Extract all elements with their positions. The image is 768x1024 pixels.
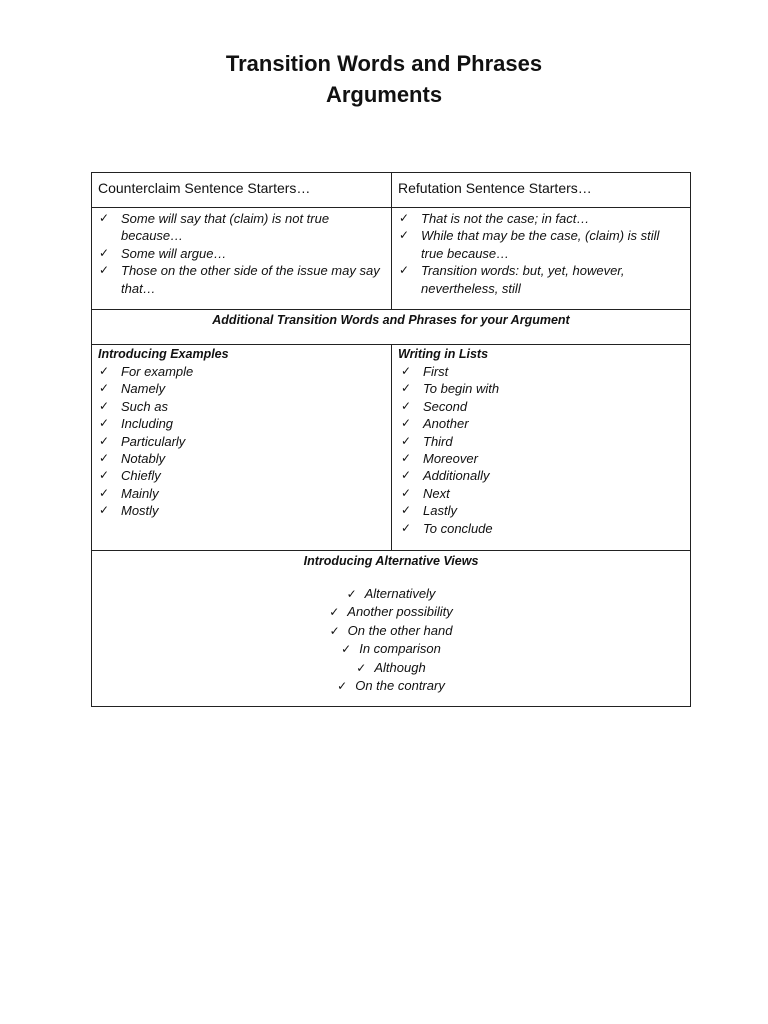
list-item: ✓ Such as xyxy=(99,398,168,414)
counterclaim-header: Counterclaim Sentence Starters… xyxy=(98,180,311,196)
checkmark-icon: ✓ xyxy=(401,416,412,431)
alternative-views-cell xyxy=(92,551,691,707)
list-item: ✓ Including xyxy=(99,416,174,432)
writing-in-lists-header: Writing in Lists xyxy=(398,347,489,361)
introducing-examples-cell xyxy=(92,345,392,551)
list-item: ✓ Particularly xyxy=(99,433,186,449)
page-title xyxy=(0,48,768,110)
list-item: ✓ Moreover xyxy=(401,451,478,467)
additional-heading-cell xyxy=(92,310,691,345)
title-line-2: Arguments xyxy=(325,82,443,107)
counterclaim-cell xyxy=(92,208,392,310)
checkmark-icon: ✓ xyxy=(401,485,412,500)
checkmark-icon: ✓ xyxy=(341,642,352,657)
checkmark-icon: ✓ xyxy=(99,364,110,378)
list-item: ✓ Those on the other side of the issue may say that… xyxy=(99,263,380,296)
checkmark-icon: ✓ xyxy=(401,398,412,413)
list-item: ✓ Additionally xyxy=(401,468,490,484)
checkmark-icon: ✓ xyxy=(401,364,412,378)
list-item: ✓ Transition words: but, yet, however, nevertheless, still xyxy=(399,263,625,296)
checkmark-icon: ✓ xyxy=(99,468,110,483)
checkmark-icon: ✓ xyxy=(401,503,412,518)
counterclaim-list xyxy=(92,208,391,297)
checkmark-icon: ✓ xyxy=(329,605,340,620)
list-item: ✓ Mainly xyxy=(99,485,159,501)
checkmark-icon: ✓ xyxy=(99,451,110,466)
list-item: ✓ On the other hand xyxy=(329,622,453,638)
checkmark-icon: ✓ xyxy=(401,451,412,466)
list-item: ✓ Next xyxy=(401,485,450,501)
checkmark-icon: ✓ xyxy=(401,433,412,448)
refutation-header: Refutation Sentence Starters… xyxy=(398,180,592,196)
checkmark-icon: ✓ xyxy=(99,416,110,431)
checkmark-icon: ✓ xyxy=(99,485,110,500)
refutation-header-cell xyxy=(392,173,691,208)
list-item: ✓ That is not the case; in fact… xyxy=(399,211,590,226)
transition-words-table xyxy=(91,172,691,707)
checkmark-icon: ✓ xyxy=(346,587,357,601)
counterclaim-header-cell xyxy=(92,173,392,208)
title-line-1: Transition Words and Phrases xyxy=(225,51,543,76)
list-item: ✓ In comparison xyxy=(341,641,441,657)
list-item: ✓ Notably xyxy=(99,451,166,467)
list-item: ✓ On the contrary xyxy=(337,678,445,694)
list-item: ✓ While that may be the case, (claim) is still true because… xyxy=(399,228,660,261)
list-item: ✓ Lastly xyxy=(401,503,457,519)
checkmark-icon: ✓ xyxy=(356,660,367,675)
list-item: ✓ Another possibility xyxy=(329,604,453,620)
checkmark-icon: ✓ xyxy=(99,211,110,225)
list-item: ✓ Mostly xyxy=(99,503,159,519)
list-item: ✓ First xyxy=(401,364,449,379)
list-item: ✓ To conclude xyxy=(401,520,493,536)
introducing-examples-list xyxy=(92,363,391,520)
checkmark-icon: ✓ xyxy=(399,263,410,278)
checkmark-icon: ✓ xyxy=(329,623,340,638)
checkmark-icon: ✓ xyxy=(99,503,110,518)
checkmark-icon: ✓ xyxy=(99,245,110,260)
list-item: ✓ Another xyxy=(401,416,469,432)
starters-row xyxy=(92,208,691,310)
list-item: ✓ Chiefly xyxy=(99,468,161,484)
additional-heading: Additional Transition Words and Phrases for your Argument xyxy=(212,313,570,327)
writing-in-lists-cell xyxy=(392,345,691,551)
checkmark-icon: ✓ xyxy=(99,381,110,396)
introducing-examples-header: Introducing Examples xyxy=(98,347,229,361)
additional-heading-row xyxy=(92,310,691,345)
list-item: ✓ Namely xyxy=(99,381,166,397)
list-item: ✓ Second xyxy=(401,398,468,414)
checkmark-icon: ✓ xyxy=(401,381,412,396)
checkmark-icon: ✓ xyxy=(401,468,412,483)
writing-in-lists-list xyxy=(392,363,690,537)
alternative-views-row xyxy=(92,551,691,707)
checkmark-icon: ✓ xyxy=(99,433,110,448)
alternative-views-header: Introducing Alternative Views xyxy=(303,554,479,568)
alternative-views-list xyxy=(92,585,690,695)
list-item: ✓ Some will argue… xyxy=(99,245,227,261)
list-item: ✓ For example xyxy=(99,364,194,379)
checkmark-icon: ✓ xyxy=(337,679,348,694)
checkmark-icon: ✓ xyxy=(99,263,110,278)
list-item: ✓ Third xyxy=(401,433,453,449)
checkmark-icon: ✓ xyxy=(401,520,412,535)
list-item: ✓ To begin with xyxy=(401,381,500,397)
list-item: ✓ Although xyxy=(356,659,426,675)
header-row xyxy=(92,173,691,208)
refutation-list xyxy=(392,208,690,297)
list-item: ✓ Some will say that (claim) is not true because… xyxy=(99,211,330,244)
checkmark-icon: ✓ xyxy=(99,398,110,413)
lists-row xyxy=(92,345,691,551)
checkmark-icon: ✓ xyxy=(399,228,410,243)
checkmark-icon: ✓ xyxy=(399,211,410,225)
refutation-cell xyxy=(392,208,691,310)
list-item: ✓ Alternatively xyxy=(346,586,436,601)
